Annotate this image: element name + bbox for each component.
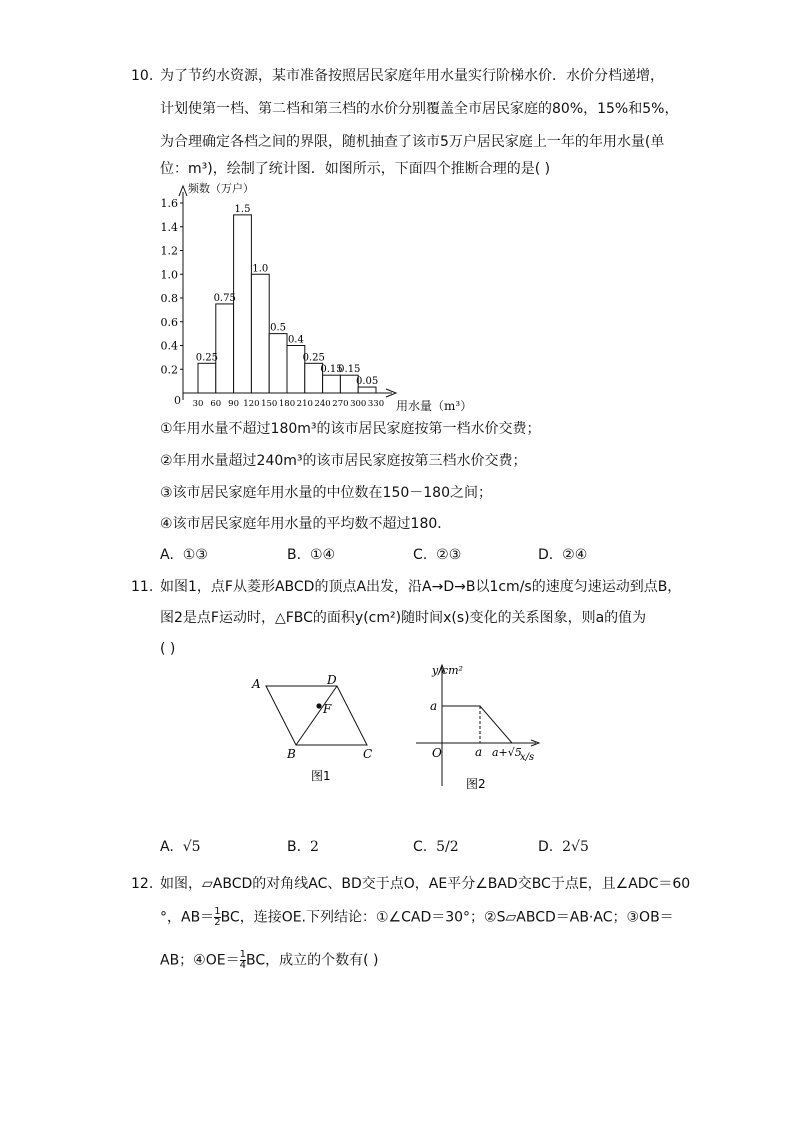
x-tick-label: 240	[314, 399, 331, 409]
x-tick-label: 180	[278, 399, 296, 409]
q10-statement-2: ②年用水量超过240m³的该市居民家庭按第三档水价交费；	[160, 453, 527, 469]
y-tick-label: 1.6	[160, 197, 178, 210]
q12-text-line-3: AB；④OE＝ $\frac{1}{4}$ BC，成立的个数有( )	[160, 949, 379, 971]
x-tick-label: 330	[367, 399, 385, 409]
histogram-bar-120-150	[251, 274, 269, 393]
point-f	[316, 703, 321, 708]
fraction-one-half: $\frac{1}{2}$	[214, 906, 221, 928]
bar-value-label: 0.5	[270, 322, 287, 334]
label-d: D	[327, 673, 337, 687]
y-tick-label: 0.8	[160, 292, 178, 305]
q10-option-b[interactable]: B. ①④	[287, 547, 336, 563]
q10-text-line-4: 位：m³)，绘制了统计图．如图所示，下面四个推断合理的是( )	[160, 161, 551, 177]
q10-option-d[interactable]: D. ②④	[538, 547, 588, 563]
figure-2-graph	[410, 660, 550, 795]
x-tick-label: 150	[261, 399, 278, 409]
water-usage-histogram	[150, 178, 473, 418]
bar-value-label: 0.25	[195, 352, 219, 364]
histogram-bar-60-90	[216, 304, 234, 393]
q11-text-line-3: ( )	[160, 641, 176, 657]
q11-text-line-1: 如图1，点F从菱形ABCD的顶点A出发，沿A→D→B以1cm/s的速度匀速运动到点B，	[160, 579, 682, 595]
q12-text-line-2: °，AB＝ $\frac{1}{2}$ BC，连接OE.下列结论：①∠CAD＝30°；②S▱ABCD＝AB·AC；③OB＝	[160, 906, 674, 928]
q12-text-line-1: 如图，▱ABCD的对角线AC、BD交于点O，AE平分∠BAD交BC于点E，且∠ADC＝60	[160, 876, 691, 892]
x-tick-label: 210	[296, 399, 313, 409]
q10-text-line-2: 计划使第一档、第二档和第三档的水价分别覆盖全市居民家庭的80%，15%和5%，	[160, 101, 679, 117]
y-tick-label: 1.0	[160, 268, 178, 282]
fig2-a-x-label: a	[475, 745, 483, 759]
figure-1-caption: 图1	[311, 769, 331, 783]
label-b: B	[287, 747, 296, 761]
bar-value-label: 0.05	[355, 376, 379, 388]
q10-text-line-1: 为了节约水资源，某市准备按照居民家庭年用水量实行阶梯水价．水价分档递增，	[160, 68, 664, 84]
q10-option-c[interactable]: C. ②③	[413, 547, 462, 563]
x-tick-label: 60	[210, 399, 222, 409]
fig2-end-x-label: a+√5	[492, 746, 522, 759]
figure-1-rhombus	[245, 670, 385, 785]
bar-value-label: 0.15	[338, 364, 361, 376]
x-tick-label: 270	[332, 399, 349, 409]
question-11-number: 11.	[131, 579, 154, 595]
fig2-a-y-label: a	[430, 699, 438, 713]
bar-value-label: 1.5	[234, 203, 251, 215]
label-a: A	[252, 677, 261, 691]
y-tick-label: 0.6	[160, 315, 178, 329]
x-tick-label: 90	[228, 399, 240, 409]
label-c: C	[363, 747, 373, 761]
q10-text-line-3: 为合理确定各档之间的界限，随机抽查了该市5万户居民家庭上一年的年用水量(单	[160, 134, 665, 150]
fig2-x-label: x/s	[520, 752, 535, 763]
histogram-bar-30-60	[198, 363, 216, 393]
q11-option-b[interactable]: B. 2	[287, 839, 319, 855]
histogram-bar-300-330	[358, 387, 376, 393]
histogram-bar-240-270	[323, 375, 341, 393]
y-tick-label: 1.2	[160, 244, 178, 258]
fig2-origin-label: O	[432, 746, 442, 760]
histogram-bar-150-180	[269, 334, 287, 393]
question-10-number: 10.	[131, 68, 154, 84]
q10-statement-1: ①年用水量不超过180m³的该市居民家庭按第一档水价交费；	[160, 421, 541, 437]
chart-origin-label: 0	[174, 394, 181, 407]
bar-value-label: 0.75	[213, 292, 236, 304]
y-tick-label: 0.2	[160, 363, 178, 377]
fig2-area-curve	[442, 706, 512, 743]
q10-statement-3: ③该市居民家庭年用水量的中位数在150－180之间；	[160, 485, 492, 501]
bar-value-label: 0.4	[287, 334, 304, 346]
bar-value-label: 1.0	[252, 263, 269, 275]
chart-x-label: 用水量（m³）	[396, 399, 473, 413]
q10-statement-4: ④该市居民家庭年用水量的平均数不超过180．	[160, 516, 452, 532]
x-tick-label: 300	[350, 399, 367, 409]
fraction-one-quarter: $\frac{1}{4}$	[239, 949, 246, 971]
y-tick-label: 0.4	[160, 339, 178, 353]
x-tick-label: 30	[192, 399, 204, 409]
fig2-y-label: y/cm²	[432, 664, 463, 677]
histogram-bar-90-120	[234, 215, 252, 393]
x-tick-label: 120	[243, 399, 260, 409]
q11-option-a[interactable]: A. √5	[160, 839, 201, 855]
q10-option-a[interactable]: A. ①③	[160, 547, 208, 563]
figure-2-caption: 图2	[466, 777, 486, 791]
q11-option-d[interactable]: D. 2√5	[538, 839, 589, 855]
chart-y-label: 频数（万户）	[188, 182, 254, 195]
bar-value-label: 0.25	[302, 352, 325, 364]
q11-option-c[interactable]: C. 5/2	[413, 839, 459, 855]
y-tick-label: 1.4	[160, 220, 178, 234]
q11-text-line-2: 图2是点F运动时，△FBC的面积y(cm²)随时间x(s)变化的关系图象，则a的值为	[160, 610, 647, 626]
label-f: F	[323, 702, 332, 716]
question-12-number: 12.	[131, 876, 154, 892]
bar-value-label: 0.15	[320, 364, 343, 376]
